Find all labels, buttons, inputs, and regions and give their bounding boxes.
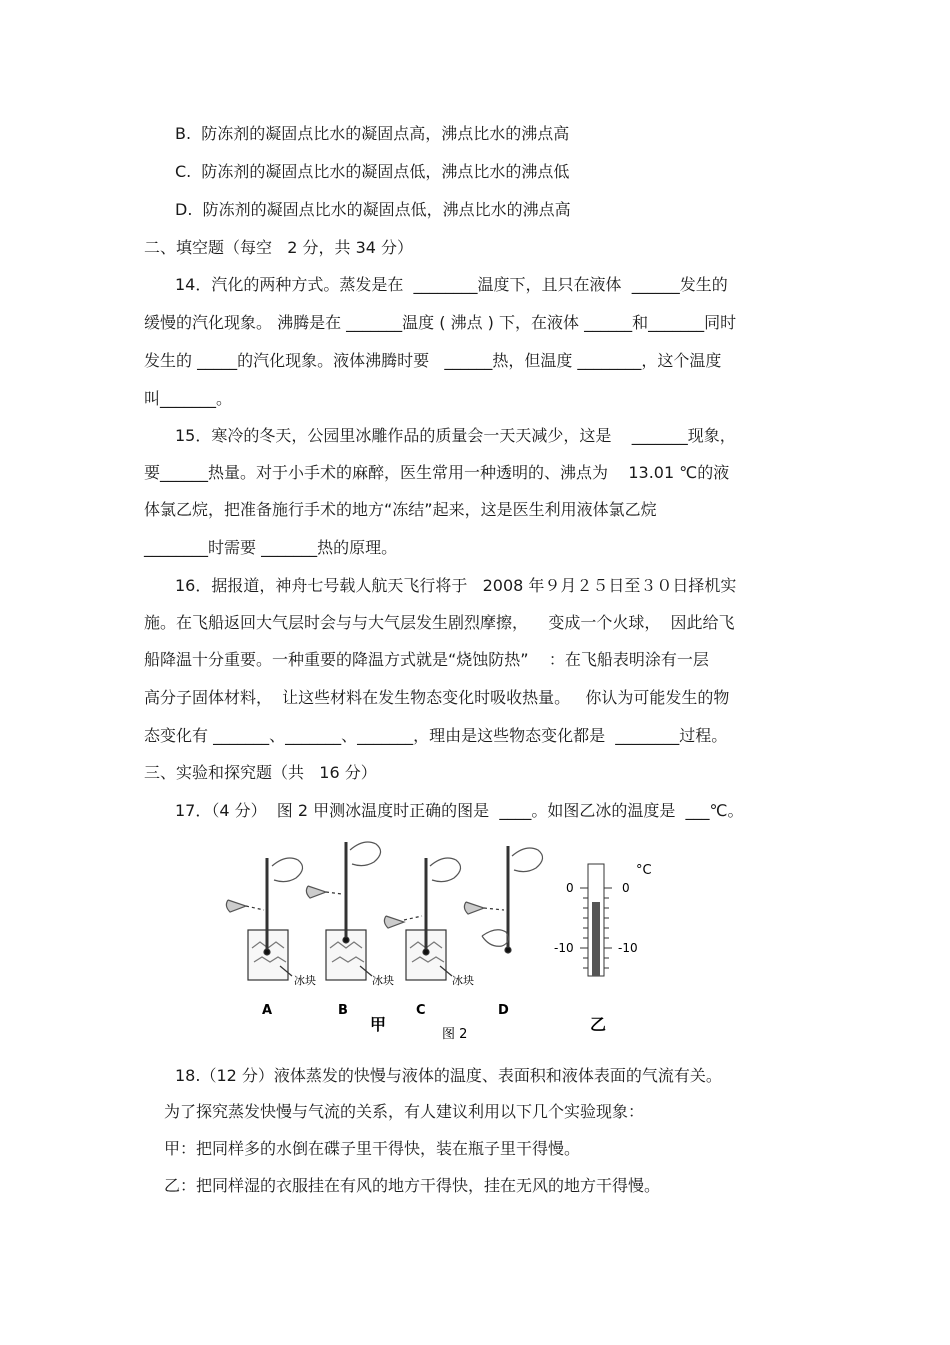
ice-label-c: 冰块 (452, 974, 474, 987)
q15-line-1: 15．寒冷的冬天，公园里冰雕作品的质量会一天天减少，这是 _______现象， (175, 426, 736, 445)
q14-line-4: 叫_______。 (144, 389, 233, 408)
q16-line-4: 高分子固体材料， 让这些材料在发生物态变化时吸收热量。 你认为可能发生的物 (144, 688, 730, 707)
q14-line-2: 缓慢的汽化现象。 沸腾是在 _______温度 ( 沸点 ) 下，在液体 ______和_______同时 (144, 313, 737, 332)
setup-c (384, 858, 460, 980)
q16-line-1: 16．据报道，神舟七号载人航天飞行将于 2008 年９月２５日至３０日择机实 (175, 576, 737, 595)
q15-line-3: 体氯乙烷，把准备施行手术的地方“冻结”起来，这是医生利用液体氯乙烷 (144, 500, 657, 519)
q17-text: 17．（4 分） 图 2 甲测冰温度时正确的图是 ____。如图乙冰的温度是 ___℃。 (175, 801, 744, 820)
section-3-heading: 三、实验和探究题（共 16 分） (144, 763, 377, 782)
ice-label-b: 冰块 (372, 974, 394, 987)
tick-0-right: 0 (622, 881, 630, 895)
section-2-heading: 二、填空题（每空 2 分，共 34 分） (144, 238, 414, 257)
q16-line-5: 态变化有 _______、_______、_______，理由是这些物态变化都是 ________过程。 (144, 726, 728, 745)
label-c: C (416, 1003, 426, 1018)
figure-caption: 图 2 (442, 1027, 468, 1042)
label-yi: 乙 (590, 1015, 607, 1034)
q18-line-1: 18.（12 分）液体蒸发的快慢与液体的温度、表面积和液体表面的气流有关。 (175, 1066, 722, 1085)
label-jia: 甲 (370, 1015, 387, 1034)
tick-0-left: 0 (566, 881, 574, 895)
tick-neg10-right: -10 (618, 941, 638, 955)
setup-a (226, 858, 302, 980)
ice-label-a: 冰块 (294, 974, 316, 987)
label-d: D (498, 1003, 509, 1018)
q14-line-3: 发生的 _____的汽化现象。液体沸腾时要 ______热，但温度 ________，这个温度 (144, 351, 722, 370)
q18-line-3: 甲：把同样多的水倒在碟子里干得快，装在瓶子里干得慢。 (164, 1139, 581, 1158)
option-b: B. 防冻剂的凝固点比水的凝固点高，沸点比水的沸点高 (175, 124, 570, 143)
figure-2 (220, 838, 670, 1048)
q18-line-2: 为了探究蒸发快慢与气流的关系，有人建议利用以下几个实验现象： (164, 1102, 645, 1121)
tick-neg10-left: -10 (554, 941, 574, 955)
label-a: A (262, 1003, 273, 1018)
unit-label: °C (636, 863, 652, 878)
label-b: B (338, 1003, 348, 1018)
q15-line-2: 要______热量。对于小手术的麻醉，医生常用一种透明的、沸点为 13.01 ℃的液 (144, 463, 730, 482)
q18-line-4: 乙：把同样湿的衣服挂在有风的地方干得快，挂在无风的地方干得慢。 (164, 1176, 661, 1195)
setup-d (464, 846, 542, 953)
setup-b (306, 842, 380, 980)
q14-line-1: 14．汽化的两种方式。蒸发是在 ________温度下，且只在液体 ______发生的 (175, 275, 728, 294)
q15-line-4: ________时需要 _______热的原理。 (144, 538, 398, 557)
q16-line-2: 施。在飞船返回大气层时会与与大气层发生剧烈摩擦， 变成一个火球， 因此给飞 (144, 613, 735, 632)
option-c: C. 防冻剂的凝固点比水的凝固点低，沸点比水的沸点低 (175, 162, 570, 181)
option-d: D. 防冻剂的凝固点比水的凝固点低，沸点比水的沸点高 (175, 200, 571, 219)
thermometer-yi (580, 864, 612, 976)
q16-line-3: 船降温十分重要。一种重要的降温方式就是“烧蚀防热” ：在飞船表明涂有一层 (144, 650, 709, 669)
